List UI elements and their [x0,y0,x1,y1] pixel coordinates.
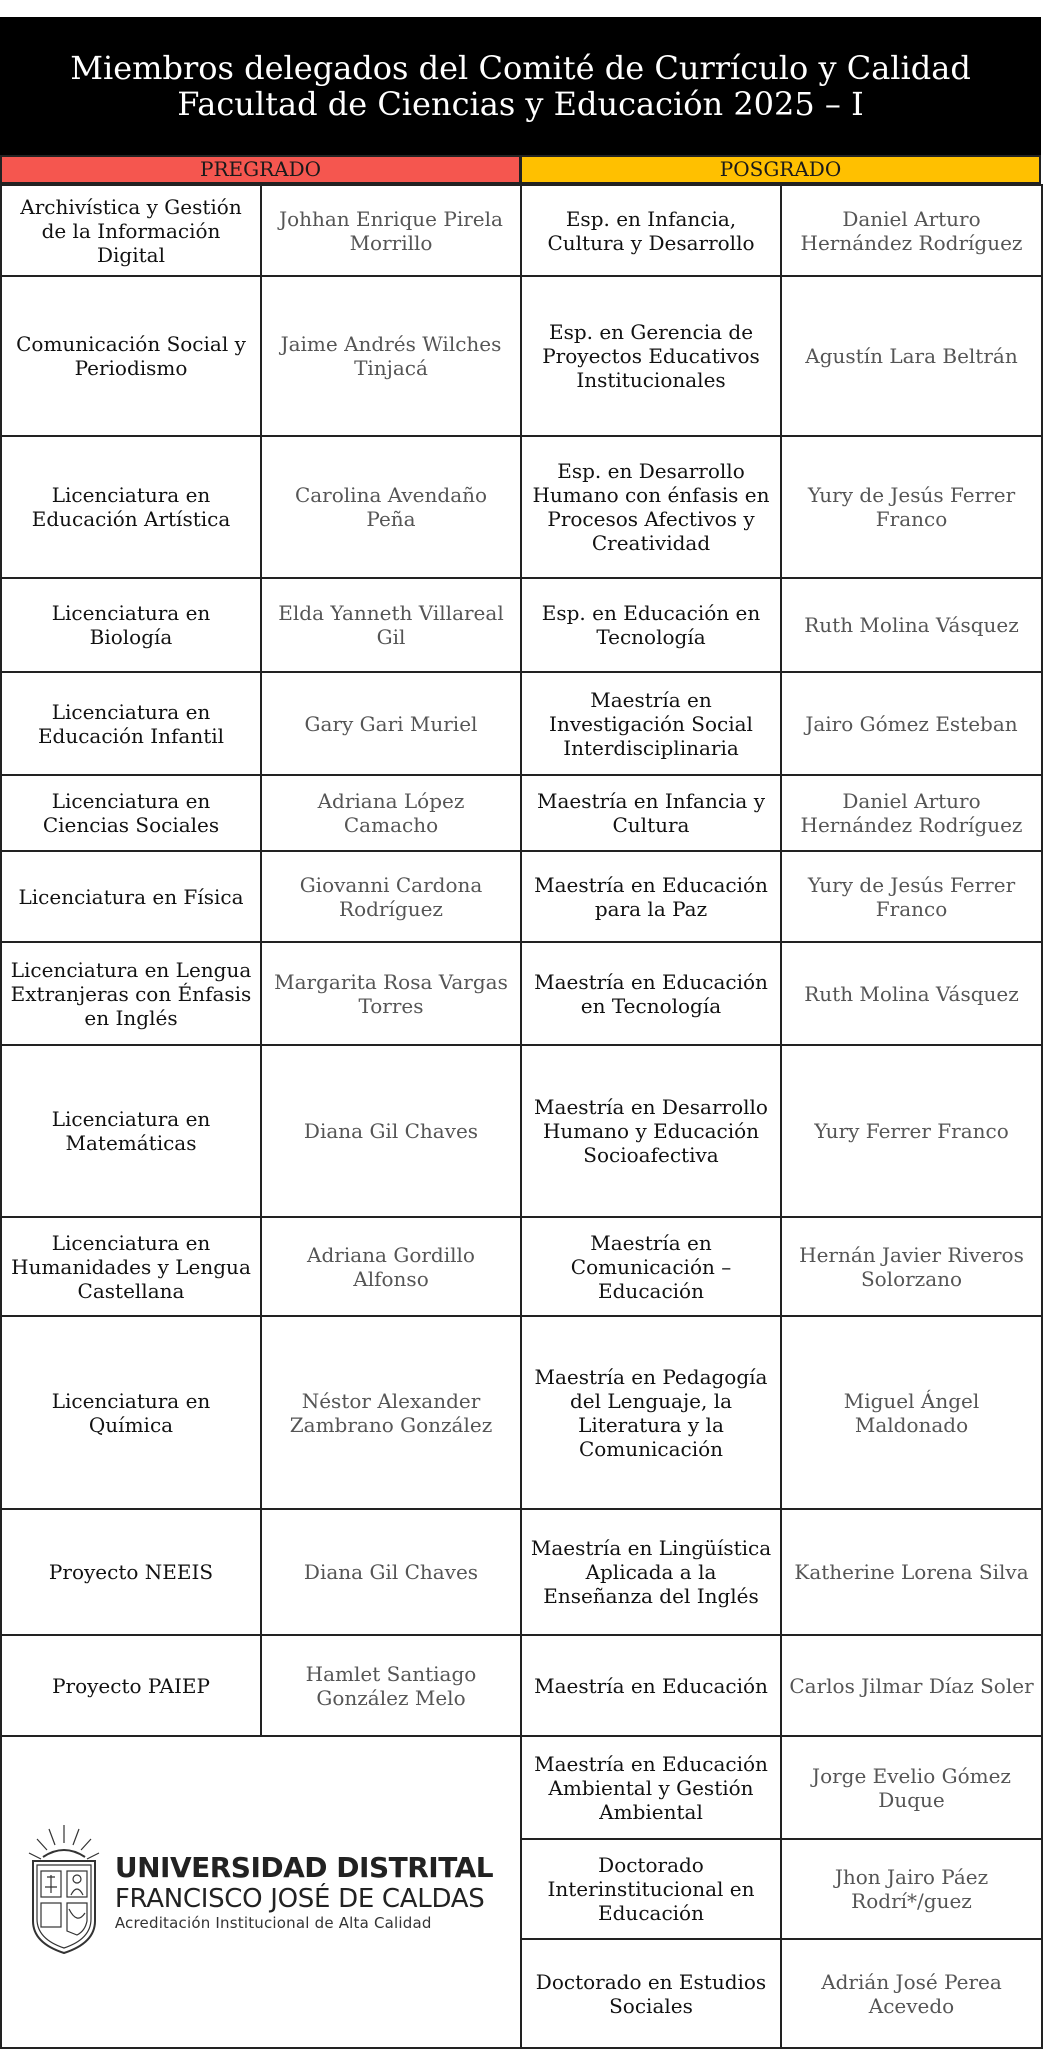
posgrado-delegate: Daniel Arturo Hernández Rodríguez [781,185,1042,276]
posgrado-program: Maestría en Comunicación – Educación [521,1217,781,1316]
posgrado-program: Esp. en Gerencia de Proyectos Educativos Institucionales [521,276,781,436]
posgrado-program: Esp. en Educación en Tecnología [521,578,781,672]
pregrado-delegate: Diana Gil Chaves [261,1045,521,1217]
posgrado-program: Maestría en Pedagogía del Lenguaje, la Literatura y la Comunicación [521,1316,781,1509]
posgrado-delegate: Yury de Jesús Ferrer Franco [781,851,1042,942]
posgrado-program: Doctorado en Estudios Sociales [521,1939,781,2048]
pregrado-delegate: Johhan Enrique Pirela Morrillo [261,185,521,276]
posgrado-delegate: Daniel Arturo Hernández Rodríguez [781,775,1042,851]
posgrado-delegate: Agustín Lara Beltrán [781,276,1042,436]
table-row [1,436,1042,578]
table-row [1,185,1042,276]
posgrado-delegate: Katherine Lorena Silva [781,1509,1042,1635]
pregrado-program: Licenciatura en Educación Artística [1,436,261,578]
university-logo [8,1817,514,1967]
pregrado-program: Licenciatura en Educación Infantil [1,672,261,775]
pregrado-delegate: Elda Yanneth Villareal Gil [261,578,521,672]
posgrado-program: Maestría en Educación [521,1635,781,1736]
pregrado-delegate: Giovanni Cardona Rodríguez [261,851,521,942]
title-banner [0,17,1041,155]
posgrado-program: Maestría en Educación para la Paz [521,851,781,942]
university-name-line-1: UNIVERSIDAD DISTRITAL [114,1850,494,1884]
table-row [1,672,1042,775]
table-row [1,1045,1042,1217]
table-row [1,942,1042,1045]
pregrado-program: Licenciatura en Ciencias Sociales [1,775,261,851]
pregrado-program: Archivística y Gestión de la Información Digital [1,185,261,276]
pregrado-delegate: Adriana López Camacho [261,775,521,851]
committee-sheet [0,17,1041,2047]
table-row [1,578,1042,672]
pregrado-delegate: Margarita Rosa Vargas Torres [261,942,521,1045]
posgrado-program: Maestría en Lingüística Aplicada a la Enseñanza del Inglés [521,1509,781,1635]
posgrado-program: Maestría en Educación en Tecnología [521,942,781,1045]
posgrado-delegate: Miguel Ángel Maldonado [781,1316,1042,1509]
table-row [1,851,1042,942]
pregrado-program: Licenciatura en Biología [1,578,261,672]
posgrado-program: Maestría en Investigación Social Interdisciplinaria [521,672,781,775]
posgrado-delegate: Ruth Molina Vásquez [781,942,1042,1045]
table-row [1,1509,1042,1635]
pregrado-program: Proyecto PAIEP [1,1635,261,1736]
university-name-line-2: FRANCISCO JOSÉ DE CALDAS [114,1883,485,1914]
pregrado-program: Licenciatura en Matemáticas [1,1045,261,1217]
pregrado-program: Licenciatura en Química [1,1316,261,1509]
pregrado-program: Comunicación Social y Periodismo [1,276,261,436]
pregrado-delegate: Diana Gil Chaves [261,1509,521,1635]
posgrado-program: Maestría en Infancia y Cultura [521,775,781,851]
university-logo-cell [1,1736,521,2048]
pregrado-delegate: Adriana Gordillo Alfonso [261,1217,521,1316]
posgrado-program: Esp. en Infancia, Cultura y Desarrollo [521,185,781,276]
pregrado-program: Licenciatura en Lengua Extranjeras con Énfasis en Inglés [1,942,261,1045]
pregrado-program: Licenciatura en Humanidades y Lengua Castellana [1,1217,261,1316]
pregrado-delegate: Jaime Andrés Wilches Tinjacá [261,276,521,436]
pregrado-program: Licenciatura en Física [1,851,261,942]
pregrado-delegate: Carolina Avendaño Peña [261,436,521,578]
posgrado-header: POSGRADO [520,155,1041,184]
pregrado-delegate: Gary Gari Muriel [261,672,521,775]
table-row [1,1635,1042,1736]
posgrado-program: Doctorado Interinstitucional en Educación [521,1839,781,1939]
posgrado-program: Esp. en Desarrollo Humano con énfasis en Procesos Afectivos y Creatividad [521,436,781,578]
posgrado-delegate: Hernán Javier Riveros Solorzano [781,1217,1042,1316]
title-line-1: Miembros delegados del Comité de Currículo y Calidad [70,49,971,87]
title-line-2: Facultad de Ciencias y Educación 2025 – I [177,85,864,123]
posgrado-delegate: Jorge Evelio Gómez Duque [781,1736,1042,1839]
posgrado-delegate: Yury de Jesús Ferrer Franco [781,436,1042,578]
university-seal-icon [19,1817,109,1967]
posgrado-delegate: Carlos Jilmar Díaz Soler [781,1635,1042,1736]
pregrado-program: Proyecto NEEIS [1,1509,261,1635]
posgrado-delegate: Ruth Molina Vásquez [781,578,1042,672]
table-row [1,1736,1042,1839]
posgrado-program: Maestría en Educación Ambiental y Gestión Ambiental [521,1736,781,1839]
pregrado-delegate: Hamlet Santiago González Melo [261,1635,521,1736]
table-row [1,1217,1042,1316]
table-row [1,775,1042,851]
posgrado-delegate: Yury Ferrer Franco [781,1045,1042,1217]
table-row [1,1316,1042,1509]
accreditation-tagline: Acreditación Institucional de Alta Calidad [114,1913,432,1932]
posgrado-delegate: Jhon Jairo Páez Rodrí*/guez [781,1839,1042,1939]
pregrado-delegate: Néstor Alexander Zambrano González [261,1316,521,1509]
pregrado-header: PREGRADO [0,155,520,184]
posgrado-program: Maestría en Desarrollo Humano y Educación Socioafectiva [521,1045,781,1217]
posgrado-delegate: Adrián José Perea Acevedo [781,1939,1042,2048]
posgrado-delegate: Jairo Gómez Esteban [781,672,1042,775]
table-row [1,276,1042,436]
university-wordmark [115,1852,493,1933]
delegates-table [0,184,1043,2049]
